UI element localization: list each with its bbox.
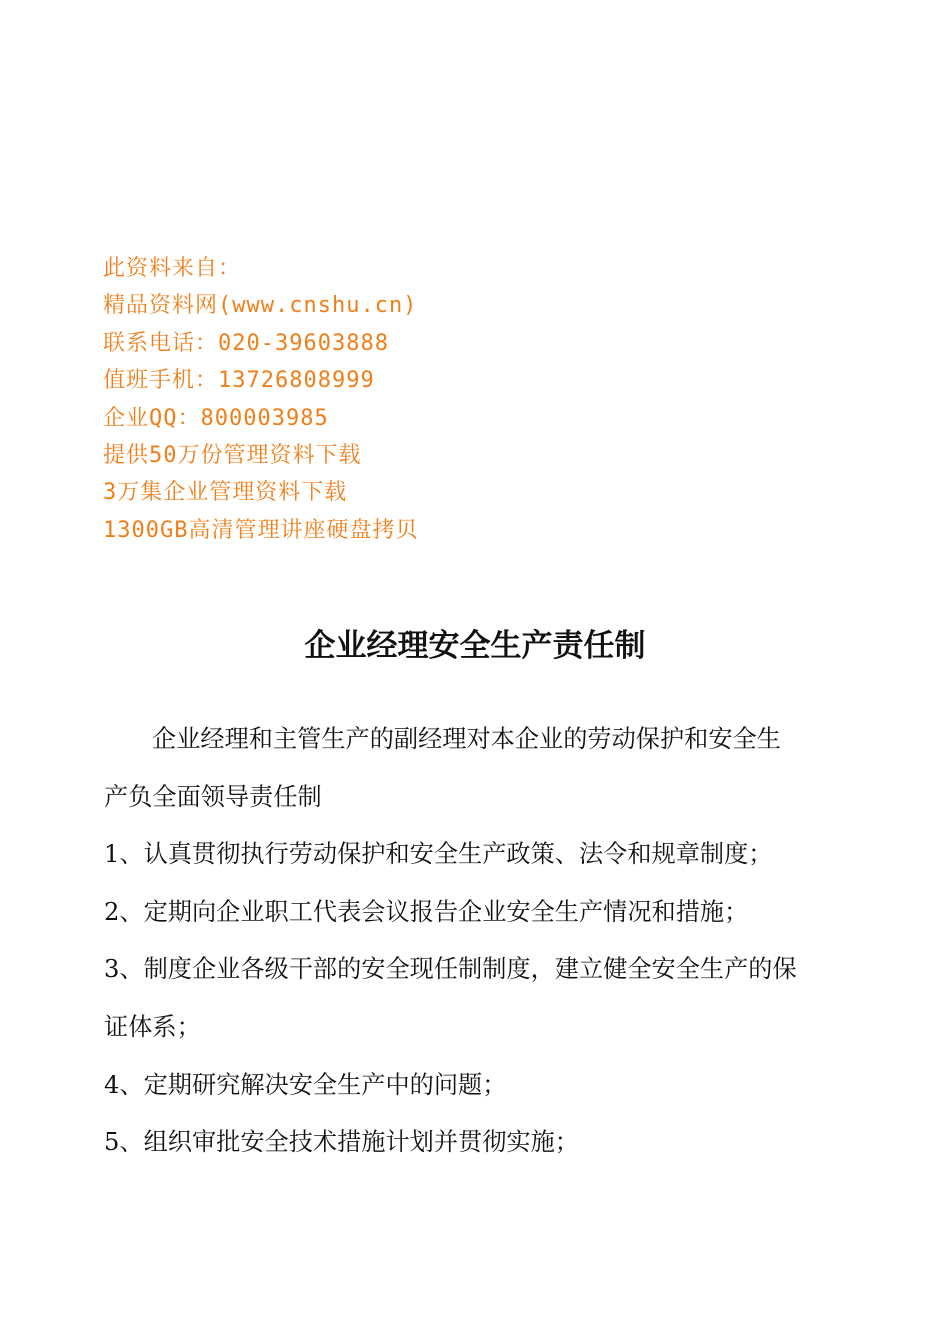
intro-paragraph-line: 产负全面领导责任制 (104, 782, 322, 811)
document-title: 企业经理安全生产责任制 (304, 628, 646, 664)
intro-paragraph-line: 企业经理和主管生产的副经理对本企业的劳动保护和安全生 (152, 725, 781, 753)
source-offer-line: 3万集企业管理资料下载 (103, 480, 348, 506)
list-item-4: 4、定期研究解决安全生产中的问题； (104, 1070, 507, 1099)
source-info-block (103, 250, 803, 549)
source-line: 此资料来自： (103, 256, 242, 281)
list-item-2: 2、定期向企业职工代表会议报告企业安全生产情况和措施； (104, 897, 749, 926)
list-item-3: 3、制度企业各级干部的安全现任制制度，建立健全安全生产的保 (104, 955, 797, 984)
document-body (104, 711, 846, 1172)
list-item-1: 1、认真贯彻执行劳动保护和安全生产政策、法令和规章制度； (104, 840, 773, 869)
list-item-3-continued: 证体系； (104, 1012, 201, 1041)
source-qq-line: 企业QQ：800003985 (103, 405, 329, 431)
source-offer-line: 1300GB高清管理讲座硬盘拷贝 (103, 517, 419, 543)
source-phone-line: 联系电话：020-39603888 (103, 330, 389, 356)
source-mobile-line: 值班手机：13726808999 (103, 368, 375, 394)
source-offer-line: 提供50万份管理资料下载 (103, 442, 362, 468)
source-website-line: 精品资料网(www.cnshu.cn) (103, 293, 418, 319)
list-item-5: 5、组织审批安全技术措施计划并贯彻实施； (104, 1128, 579, 1157)
